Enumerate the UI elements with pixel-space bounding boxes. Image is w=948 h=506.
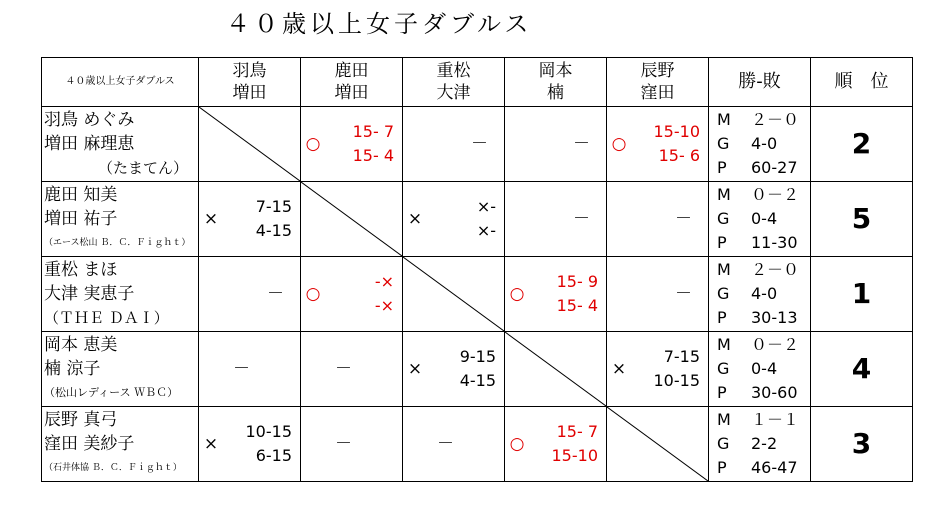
record (709, 108, 810, 180)
header-team-3 (403, 58, 505, 107)
win-mark: ○ (305, 284, 321, 304)
table-row (42, 182, 913, 257)
record-line (717, 132, 810, 156)
header-team-2 (301, 58, 403, 107)
record-cell (709, 332, 811, 407)
loss-mark: × (203, 209, 219, 229)
game-scores (529, 270, 606, 318)
record-cell (709, 257, 811, 332)
game-score: 15-10 (653, 122, 700, 141)
record (709, 408, 810, 480)
record-line (717, 408, 810, 432)
no-match-dash (607, 282, 708, 306)
table-row (42, 332, 913, 407)
player-names (42, 332, 199, 407)
match-result (403, 332, 504, 406)
self-cell (301, 182, 403, 257)
record-key: P (717, 308, 727, 327)
match-result (607, 107, 708, 181)
self-cell (403, 257, 505, 332)
match-result-cell (403, 332, 505, 407)
loss-mark: × (611, 359, 627, 379)
no-match-dash (403, 132, 504, 156)
loss-mark: × (407, 209, 423, 229)
no-match-cell (199, 332, 301, 407)
page-title: ４０歳以上女子ダブルス (226, 10, 533, 38)
game-scores (529, 420, 606, 468)
no-match-cell (301, 407, 403, 482)
rank-value: 4 (811, 332, 913, 407)
game-score: 6-15 (255, 446, 292, 465)
game-scores (223, 195, 300, 243)
loss-mark: × (203, 434, 219, 454)
diagonal-line (301, 182, 402, 256)
game-score: 9-15 (459, 347, 496, 366)
record-key: M (717, 260, 731, 279)
match-result (505, 257, 606, 331)
diagonal-line (199, 107, 300, 181)
table-row (42, 407, 913, 482)
header-team-line: 鹿田 (334, 61, 369, 81)
table-row (42, 107, 913, 182)
record-value: ０－２ (751, 185, 800, 204)
header-rank: 順 位 (811, 58, 913, 107)
loss-mark: × (407, 359, 423, 379)
game-score: 10-15 (653, 371, 700, 390)
match-result (607, 332, 708, 406)
record-value: 30-60 (751, 383, 798, 402)
match-result (199, 182, 300, 256)
record-key: M (717, 110, 731, 129)
player-name: 鹿田 知美 (44, 185, 118, 205)
game-score: ×- (476, 197, 496, 216)
record-line (717, 207, 810, 231)
club-name: （エース松山 Ｂ．Ｃ．Ｆｉｇｈｔ） (44, 238, 191, 248)
no-match-cell (301, 332, 403, 407)
no-match-dash (199, 357, 300, 381)
record-value: 2-2 (751, 434, 778, 453)
game-score: 7-15 (255, 197, 292, 216)
record (709, 333, 810, 405)
match-result (403, 182, 504, 256)
match-result-cell (301, 107, 403, 182)
player-names (42, 107, 199, 182)
no-match-cell (403, 107, 505, 182)
header-team-line: 窪田 (640, 83, 675, 103)
no-match-cell (607, 257, 709, 332)
record-key: P (717, 383, 727, 402)
dash-text: － (267, 284, 284, 304)
no-match-cell (505, 182, 607, 257)
win-mark: ○ (305, 134, 321, 154)
no-match-dash (301, 357, 402, 381)
header-team-line: 増田 (334, 83, 369, 103)
player-names (42, 182, 199, 257)
game-score: 10-15 (245, 422, 292, 441)
record-value: 11-30 (751, 233, 798, 252)
record-value: １－１ (751, 410, 800, 429)
record-line (717, 456, 810, 480)
match-result-cell (301, 257, 403, 332)
no-match-cell (607, 182, 709, 257)
player-name: 楠 涼子 (44, 359, 101, 379)
game-score: 15- 9 (556, 272, 598, 291)
game-score: 15- 4 (352, 146, 394, 165)
record-value: 46-47 (751, 458, 798, 477)
game-scores (325, 270, 402, 318)
header-team-5 (607, 58, 709, 107)
player-names (42, 257, 199, 332)
dash-text: － (675, 209, 692, 229)
record-key: M (717, 335, 731, 354)
game-score: 15- 7 (352, 122, 394, 141)
game-score: 15-10 (551, 446, 598, 465)
game-score: 7-15 (663, 347, 700, 366)
diagonal-line (403, 257, 504, 331)
record-line (717, 432, 810, 456)
game-score: -× (374, 272, 394, 291)
header-team-line: 楠 (547, 83, 564, 103)
dash-text: － (471, 134, 488, 154)
record-line (717, 183, 810, 207)
record-line (717, 108, 810, 132)
win-mark: ○ (509, 284, 525, 304)
record-line (717, 282, 810, 306)
club-name: （ＴＨＥ ＤＡＩ） (44, 309, 169, 327)
record-value: ０－２ (751, 335, 800, 354)
win-mark: ○ (509, 434, 525, 454)
game-scores (427, 195, 504, 243)
record-line (717, 357, 810, 381)
match-result-cell (505, 257, 607, 332)
record-cell (709, 107, 811, 182)
no-match-dash (403, 432, 504, 456)
game-scores (427, 345, 504, 393)
rank-value: 2 (811, 107, 913, 182)
player-name: 岡本 恵美 (44, 335, 118, 355)
no-match-dash (505, 207, 606, 231)
self-cell (505, 332, 607, 407)
player-name: 大津 実恵子 (44, 284, 135, 304)
record-key: G (717, 134, 730, 153)
match-result (301, 107, 402, 181)
record-key: M (717, 185, 731, 204)
dash-text: － (437, 434, 454, 454)
record-key: G (717, 434, 730, 453)
no-match-cell (505, 107, 607, 182)
record-cell (709, 182, 811, 257)
match-result (199, 407, 300, 481)
match-result-cell (199, 407, 301, 482)
no-match-dash (199, 282, 300, 306)
player-name: 羽鳥 めぐみ (44, 110, 135, 130)
dash-text: － (573, 134, 590, 154)
dash-text: － (335, 434, 352, 454)
record-line (717, 231, 810, 255)
dash-text: － (233, 359, 250, 379)
match-result (505, 407, 606, 481)
header-team-line: 岡本 (538, 61, 573, 81)
game-score: 15- 4 (556, 296, 598, 315)
game-score: -× (374, 296, 394, 315)
header-team-line: 羽鳥 (232, 61, 267, 81)
record-key: P (717, 458, 727, 477)
self-cell (607, 407, 709, 482)
player-name: 窪田 美紗子 (44, 434, 135, 454)
match-result-cell (607, 107, 709, 182)
record-line (717, 333, 810, 357)
match-result-cell (607, 332, 709, 407)
table-row (42, 257, 913, 332)
record-key: P (717, 158, 727, 177)
no-match-dash (607, 207, 708, 231)
no-match-dash (301, 432, 402, 456)
game-score: 15- 6 (658, 146, 700, 165)
diagonal-line (505, 332, 606, 406)
no-match-cell (199, 257, 301, 332)
league-table (41, 57, 913, 482)
record-key: G (717, 284, 730, 303)
match-result (301, 257, 402, 331)
record-value: 4-0 (751, 284, 778, 303)
game-score: 4-15 (459, 371, 496, 390)
no-match-dash (505, 132, 606, 156)
header-team-line: 重松 (436, 61, 471, 81)
record-value: 60-27 (751, 158, 798, 177)
diagonal-line (607, 407, 708, 481)
game-score: ×- (476, 221, 496, 240)
game-scores (631, 120, 708, 168)
record-key: G (717, 209, 730, 228)
player-name: 増田 祐子 (44, 209, 118, 229)
club-name: （松山レディース ＷＢＣ） (44, 386, 179, 399)
header-team-1 (199, 58, 301, 107)
header-team-4 (505, 58, 607, 107)
record (709, 183, 810, 255)
game-score: 15- 7 (556, 422, 598, 441)
record-value: 0-4 (751, 359, 778, 378)
corner-label: ４０歳以上女子ダブルス (42, 58, 199, 107)
record-line (717, 258, 810, 282)
club-name: （たまてん） (98, 159, 189, 177)
no-match-cell (403, 407, 505, 482)
record-line (717, 381, 810, 405)
game-score: 4-15 (255, 221, 292, 240)
self-cell (199, 107, 301, 182)
record-value: 0-4 (751, 209, 778, 228)
match-result-cell (403, 182, 505, 257)
dash-text: － (335, 359, 352, 379)
win-mark: ○ (611, 134, 627, 154)
header-record: 勝-敗 (709, 58, 811, 107)
header-team-line: 大津 (436, 83, 471, 103)
record-cell (709, 407, 811, 482)
record-value: ２－０ (751, 110, 800, 129)
match-result-cell (199, 182, 301, 257)
record-value: 4-0 (751, 134, 778, 153)
game-scores (223, 420, 300, 468)
record-value: ２－０ (751, 260, 800, 279)
record-line (717, 306, 810, 330)
match-result-cell (505, 407, 607, 482)
record-line (717, 156, 810, 180)
header-row (42, 58, 913, 107)
rank-value: 3 (811, 407, 913, 482)
club-name: （石井体協 Ｂ．Ｃ．Ｆｉｇｈｔ） (44, 463, 182, 473)
dash-text: － (573, 209, 590, 229)
header-team-line: 辰野 (640, 61, 675, 81)
player-name: 辰野 真弓 (44, 410, 118, 430)
game-scores (325, 120, 402, 168)
record-key: G (717, 359, 730, 378)
rank-value: 1 (811, 257, 913, 332)
rank-value: 5 (811, 182, 913, 257)
player-names (42, 407, 199, 482)
player-name: 増田 麻理恵 (44, 134, 135, 154)
game-scores (631, 345, 708, 393)
record-key: M (717, 410, 731, 429)
dash-text: － (675, 284, 692, 304)
player-name: 重松 まほ (44, 260, 118, 280)
record-key: P (717, 233, 727, 252)
record-value: 30-13 (751, 308, 798, 327)
header-team-line: 増田 (232, 83, 267, 103)
record (709, 258, 810, 330)
